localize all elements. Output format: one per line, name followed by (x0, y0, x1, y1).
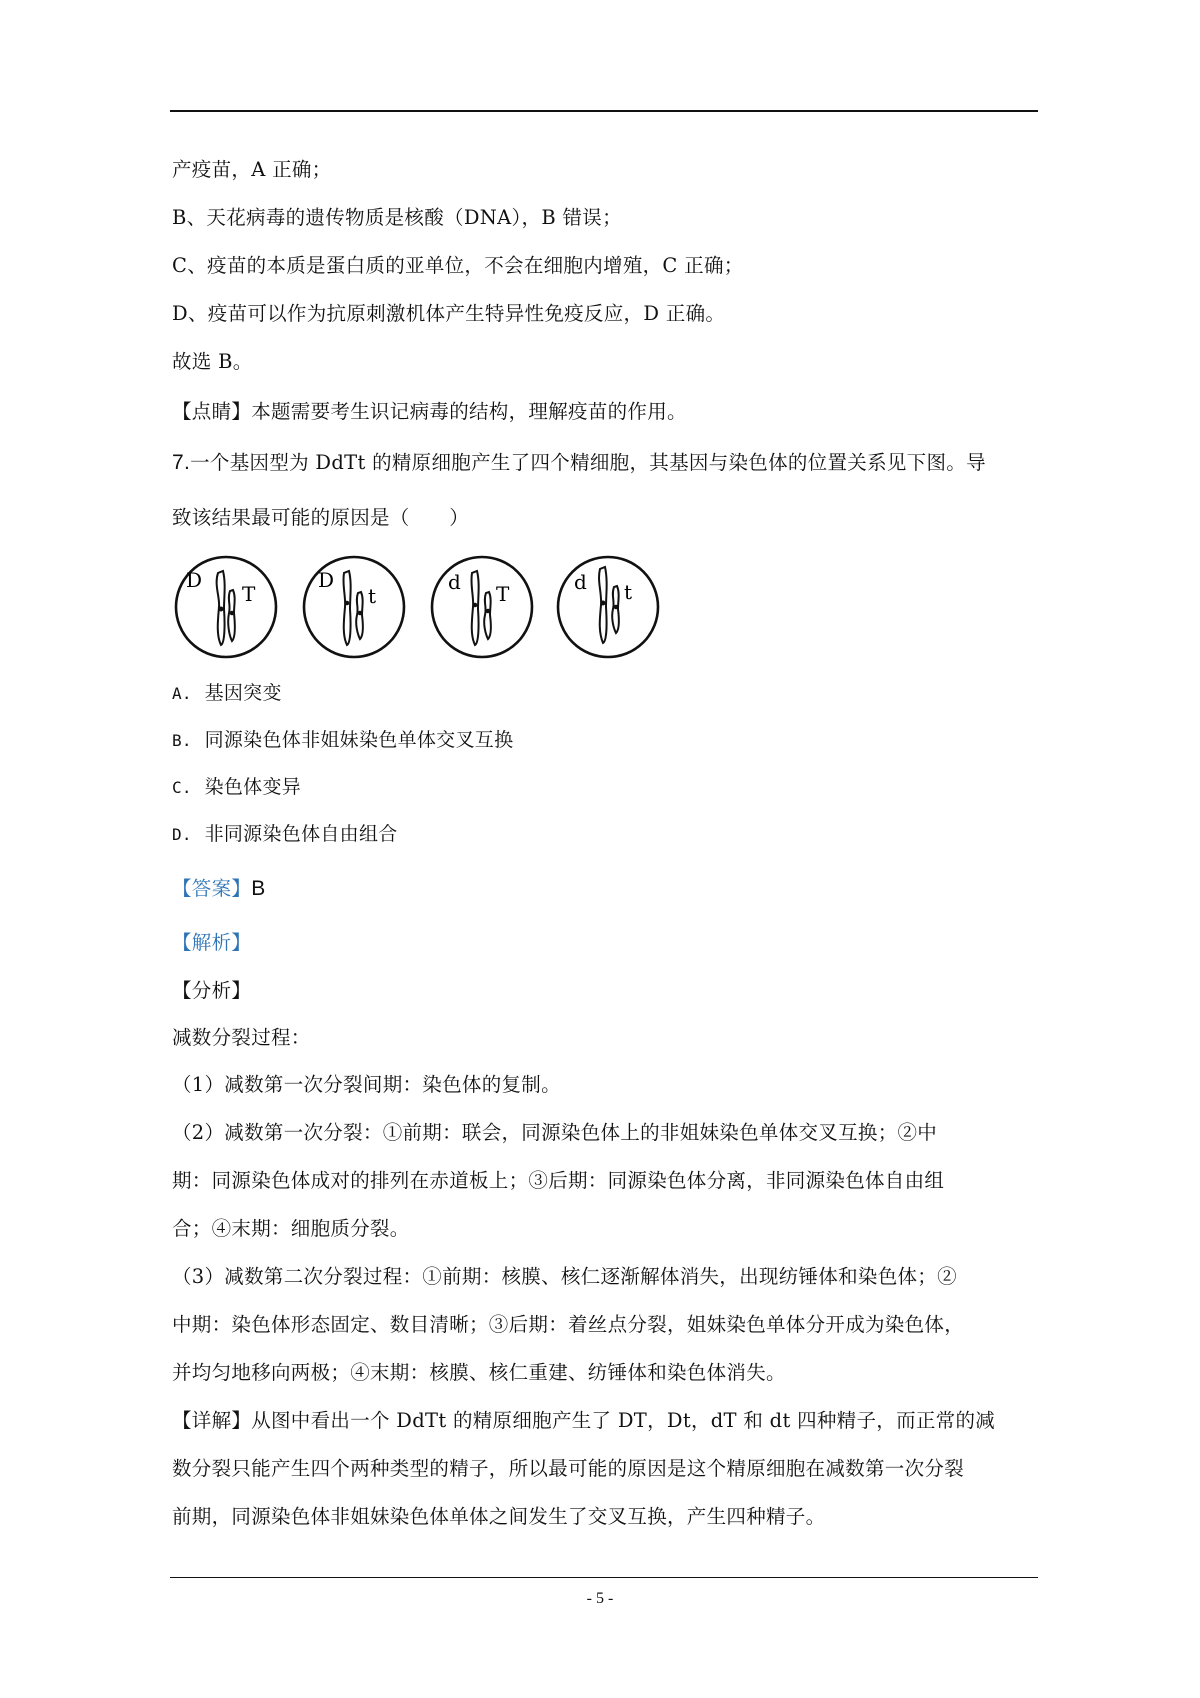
text-line: 中期：染色体形态固定、数目清晰；③后期：着丝点分裂，姐妹染色单体分开成为染色体， (172, 1313, 965, 1336)
option-letter: B. (172, 731, 192, 750)
tip-tag: 【点睛】 (172, 400, 252, 423)
text-line: 合；④末期：细胞质分裂。 (172, 1217, 410, 1240)
gene-label-right: T (242, 582, 256, 606)
cell-figure (172, 553, 662, 665)
header-rule (170, 110, 1038, 112)
text-line: （1）减数第一次分裂间期：染色体的复制。 (172, 1073, 561, 1096)
option-letter: D. (172, 825, 192, 844)
text-line: 故选 B。 (172, 350, 253, 373)
question-stem-line1 (172, 450, 986, 476)
gene-label-right: t (624, 580, 633, 604)
gene-label-left: D (318, 568, 335, 592)
option-text: 非同源染色体自由组合 (204, 823, 398, 845)
tip-line (172, 399, 687, 425)
sperm-cell-3 (428, 553, 536, 661)
text-line: 前期，同源染色体非姐妹染色体单体之间发生了交叉互换，产生四种精子。 (172, 1505, 826, 1528)
detail-line (172, 1408, 995, 1434)
option-letter: A. (172, 684, 192, 703)
question-stem-line2: 致该结果最可能的原因是（ ） (172, 506, 470, 529)
option-a[interactable] (172, 680, 282, 707)
gene-label-right: T (496, 582, 510, 606)
text-line: （2）减数第一次分裂：①前期：联会，同源染色体上的非姐妹染色单体交叉互换；②中 (172, 1121, 938, 1144)
gene-label-right: t (368, 584, 377, 608)
option-d[interactable] (172, 821, 398, 848)
text-line: C、疫苗的本质是蛋白质的亚单位，不会在细胞内增殖，C 正确； (172, 254, 744, 277)
option-text: 同源染色体非姐妹染色单体交叉互换 (204, 729, 514, 751)
text-line: 数分裂只能产生四个两种类型的精子，所以最可能的原因是这个精原细胞在减数第一次分裂 (172, 1457, 965, 1480)
answer-line (172, 876, 266, 902)
text-line: （3）减数第二次分裂过程：①前期：核膜、核仁逐渐解体消失，出现纺锤体和染色体；② (172, 1265, 957, 1288)
text-line: D、疫苗可以作为抗原刺激机体产生特异性免疫反应，D 正确。 (172, 302, 726, 325)
gene-label-left: d (574, 570, 587, 594)
answer-tag: 【答案】 (172, 877, 252, 900)
detail-tag: 【详解】 (172, 1409, 252, 1432)
text-line: 并均匀地移向两极；④末期：核膜、核仁重建、纺锤体和染色体消失。 (172, 1361, 786, 1384)
analysis-tag: 【解析】 (172, 931, 252, 954)
option-text: 染色体变异 (204, 776, 302, 798)
question-number: 7. (172, 451, 191, 474)
text-line: 减数分裂过程： (172, 1026, 311, 1049)
page-number: - 5 - (586, 1590, 614, 1607)
question-stem-text: 一个基因型为 DdTt 的精原细胞产生了四个精细胞，其基因与染色体的位置关系见下图。导 (190, 451, 986, 474)
option-b[interactable] (172, 727, 513, 754)
text-line: 产疫苗，A 正确； (172, 158, 332, 181)
option-text: 基因突变 (204, 682, 282, 704)
sperm-cell-4 (554, 553, 662, 661)
answer-value: B (251, 877, 266, 900)
tip-text: 本题需要考生识记病毒的结构，理解疫苗的作用。 (251, 400, 687, 423)
gene-label-left: D (186, 568, 203, 592)
analysis-subtag: 【分析】 (172, 979, 252, 1002)
text-line: 期：同源染色体成对的排列在赤道板上；③后期：同源染色体分离，非同源染色体自由组 (172, 1169, 945, 1192)
detail-text: 从图中看出一个 DdTt 的精原细胞产生了 DT，Dt，dT 和 dt 四种精子，而正常的减 (251, 1409, 996, 1432)
sperm-cell-2 (300, 553, 408, 661)
sperm-cell-1 (172, 553, 280, 661)
option-c[interactable] (172, 774, 301, 801)
footer-rule (170, 1577, 1038, 1578)
text-line: B、天花病毒的遗传物质是核酸（DNA），B 错误； (172, 206, 622, 229)
gene-label-left: d (448, 570, 461, 594)
option-letter: C. (172, 778, 192, 797)
